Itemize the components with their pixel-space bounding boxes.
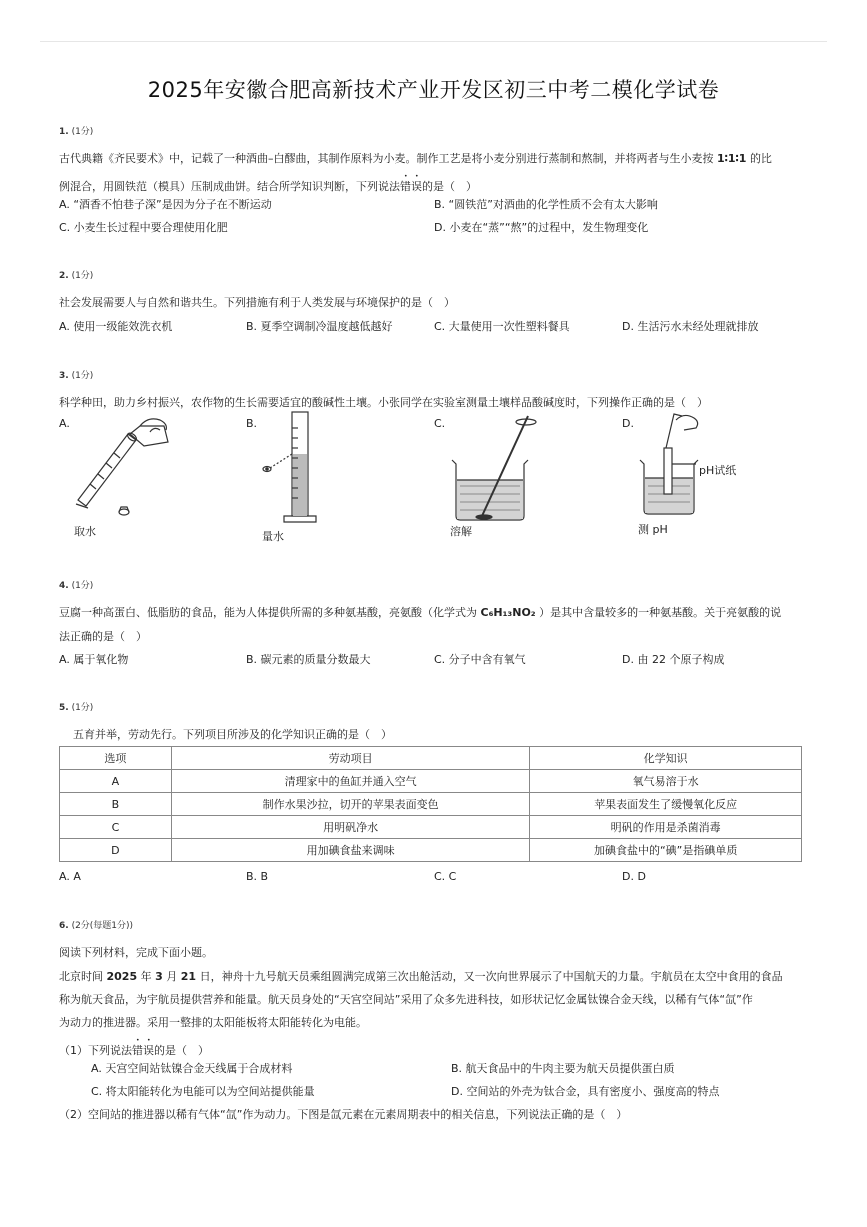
q5-option-a[interactable]: A. A	[59, 870, 81, 883]
question-6-passage-line2: 称为航天食品，为宇航员提供营养和能量。航天员身处的“天宫空间站”采用了众多先进科技，如形状记忆金属钛镍合金天线，以稀有气体“氙”作	[59, 993, 753, 1006]
table-cell: A	[60, 770, 172, 793]
q2-option-d[interactable]: D. 生活污水未经处理就排放	[622, 320, 759, 333]
caption-dissolve: 溶解	[450, 525, 472, 538]
table-cell: 制作水果沙拉，切开的苹果表面变色	[171, 793, 529, 816]
table-cell: 清理家中的鱼缸并通入空气	[171, 770, 529, 793]
q6-1-option-a[interactable]: A. 天宫空间站钛镍合金天线属于合成材料	[91, 1062, 293, 1075]
q3-option-a[interactable]: A.	[59, 417, 70, 430]
table-cell: 苹果表面发生了缓慢氧化反应	[530, 793, 802, 816]
measuring-cylinder-figure	[258, 408, 328, 526]
question-2-stem: 社会发展需要人与自然和谐共生。下列措施有利于人类发展与环境保护的是（ ）	[59, 296, 455, 309]
question-4-stem-line1: 豆腐一种高蛋白、低脂肪的食品，能为人体提供所需的多种氨基酸，亮氨酸（化学式为 C₆H₁₃NO₂ ）是其中含量较多的一种氨基酸。关于亮氨酸的说	[59, 606, 782, 619]
table-cell: C	[60, 816, 172, 839]
table-cell: B	[60, 793, 172, 816]
question-6-intro: 阅读下列材料，完成下面小题。	[59, 946, 213, 959]
table-row	[60, 770, 802, 793]
table-row	[60, 839, 802, 862]
question-3-stem: 科学种田，助力乡村振兴，农作物的生长需要适宜的酸碱性土壤。小张同学在实验室测量土壤样品酸碱度时，下列操作正确的是（ ）	[59, 396, 708, 409]
question-1-header: 1. (1分)	[59, 127, 94, 137]
caption-measure-water: 量水	[262, 530, 284, 543]
q2-option-b[interactable]: B. 夏季空调制冷温度越低越好	[246, 320, 393, 333]
table-cell: D	[60, 839, 172, 862]
q4-option-c[interactable]: C. 分子中含有氧气	[434, 653, 526, 666]
question-3-header: 3. (1分)	[59, 371, 94, 381]
table-header-cell: 劳动项目	[171, 747, 529, 770]
q5-option-d[interactable]: D. D	[622, 870, 646, 883]
q4-option-a[interactable]: A. 属于氧化物	[59, 653, 129, 666]
ph-paper-label: pH试纸	[699, 464, 737, 477]
q6-1-option-d[interactable]: D. 空间站的外壳为钛合金，具有密度小、强度高的特点	[451, 1085, 720, 1098]
table-cell: 氧气易溶于水	[530, 770, 802, 793]
table-row	[60, 816, 802, 839]
table-row	[60, 793, 802, 816]
q2-option-a[interactable]: A. 使用一级能效洗衣机	[59, 320, 173, 333]
question-6-header: 6. (2分(每题1分))	[59, 921, 134, 931]
question-5-header: 5. (1分)	[59, 703, 94, 713]
caption-take-water: 取水	[74, 525, 96, 538]
table-header-cell: 化学知识	[530, 747, 802, 770]
question-6-sub2-stem: （2）空间站的推进器以稀有气体“氙”作为动力。下图是氙元素在元素周期表中的相关信息，下列说法正确的是（ ）	[59, 1108, 628, 1121]
question-4-header: 4. (1分)	[59, 581, 94, 591]
question-6-passage-line3: 为动力的推进器。采用一整排的太阳能板将太阳能转化为电能。	[59, 1016, 367, 1029]
question-6-passage-line1: 北京时间 2025 年 3 月 21 日，神舟十九号航天员乘组圆满完成第三次出舱活动，又一次向世界展示了中国航天的力量。宇航员在太空中食用的食品	[59, 970, 783, 983]
q3-option-d[interactable]: D.	[622, 417, 634, 430]
q5-table	[59, 746, 802, 862]
q5-option-b[interactable]: B. B	[246, 870, 269, 883]
q5-option-c[interactable]: C. C	[434, 870, 457, 883]
q2-option-c[interactable]: C. 大量使用一次性塑料餐具	[434, 320, 570, 333]
question-6-sub1-stem: （1）下列说法错误的是（ ）	[59, 1044, 209, 1057]
q3-option-b[interactable]: B.	[246, 417, 258, 430]
table-cell: 加碘食盐中的“碘”是指碘单质	[530, 839, 802, 862]
q6-1-option-c[interactable]: C. 将太阳能转化为电能可以为空间站提供能量	[91, 1085, 315, 1098]
q1-option-b[interactable]: B. “圆铁范”对酒曲的化学性质不会有太大影响	[434, 198, 658, 211]
question-1-stem-line2: 例混合，用圆铁范（模具）压制成曲饼。结合所学知识判断，下列说法错误的是（ ）	[59, 180, 477, 193]
q1-option-c[interactable]: C. 小麦生长过程中要合理使用化肥	[59, 221, 228, 234]
q1-option-d[interactable]: D. 小麦在“蒸”“熬”的过程中，发生物理变化	[434, 221, 649, 234]
table-cell: 明矾的作用是杀菌消毒	[530, 816, 802, 839]
table-cell: 用明矾净水	[171, 816, 529, 839]
question-1-stem-line1: 古代典籍《齐民要术》中，记载了一种酒曲–白醪曲，其制作原料为小麦。制作工艺是将小麦分别进行蒸制和熬制，并将两者与生小麦按 1∶1∶1 的比	[59, 152, 772, 165]
question-4-stem-line2: 法正确的是（ ）	[59, 630, 147, 643]
table-cell: 用加碘食盐来调味	[171, 839, 529, 862]
top-divider	[40, 41, 827, 42]
q3-option-c[interactable]: C.	[434, 417, 446, 430]
table-header-cell: 选项	[60, 747, 172, 770]
page-title: 2025年安徽合肥高新技术产业开发区初三中考二模化学试卷	[147, 78, 720, 102]
q6-1-option-b[interactable]: B. 航天食品中的牛肉主要为航天员提供蛋白质	[451, 1062, 675, 1075]
q4-option-b[interactable]: B. 碳元素的质量分数最大	[246, 653, 371, 666]
dissolving-beaker-figure	[446, 410, 546, 522]
question-5-stem: 五育并举，劳动先行。下列项目所涉及的化学知识正确的是（ ）	[73, 728, 392, 741]
q4-option-d[interactable]: D. 由 22 个原子构成	[622, 653, 725, 666]
pouring-water-figure	[70, 412, 180, 520]
caption-measure-ph: 测 pH	[638, 523, 668, 536]
table-header-row	[60, 747, 802, 770]
q1-option-a[interactable]: A. “酒香不怕巷子深”是因为分子在不断运动	[59, 198, 272, 211]
question-2-header: 2. (1分)	[59, 271, 94, 281]
